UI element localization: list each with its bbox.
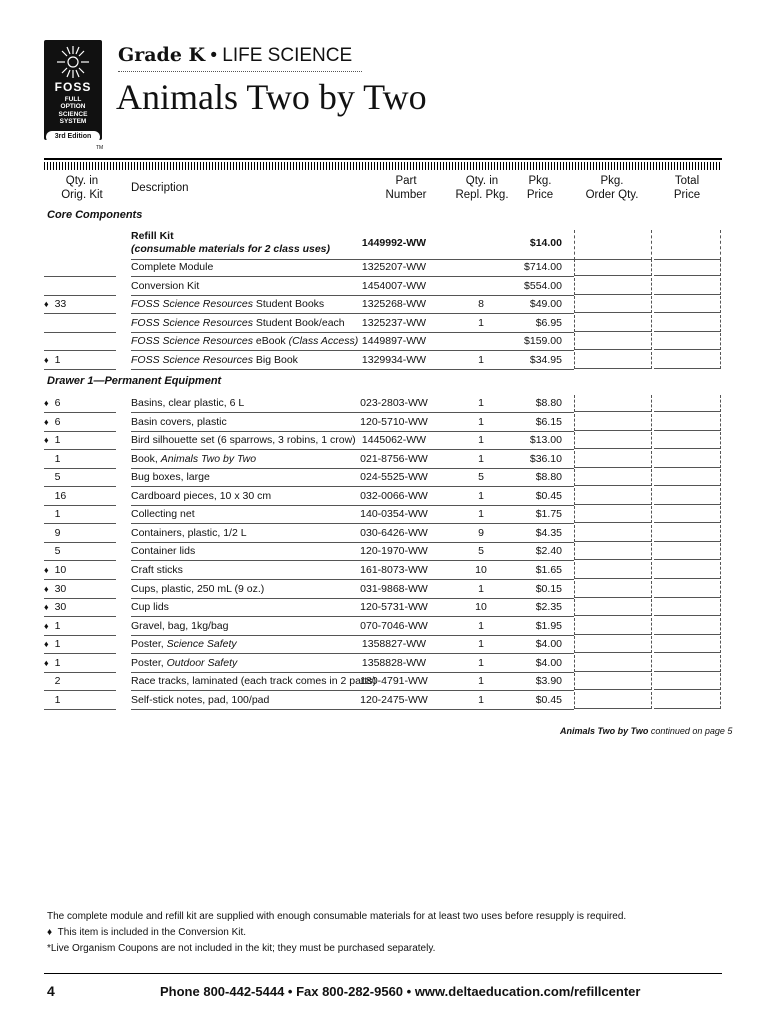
qty-repl-pkg: 1	[478, 656, 484, 669]
qty-orig-kit	[44, 258, 116, 277]
order-qty-cell[interactable]	[574, 230, 652, 260]
diamond-icon: ♦	[44, 602, 49, 613]
pkg-price: $2.35	[535, 601, 562, 614]
total-price-cell[interactable]	[654, 488, 721, 505]
table-row	[44, 413, 722, 431]
qty-orig-kit: 16	[44, 487, 116, 506]
qty-repl-pkg: 1	[478, 489, 484, 502]
total-price-cell[interactable]	[654, 259, 721, 276]
qty-orig-kit	[44, 314, 116, 333]
qty-orig-kit: 5	[44, 468, 116, 487]
table-row	[44, 617, 722, 635]
total-price-cell[interactable]	[654, 296, 721, 313]
refill-kit-row	[44, 230, 722, 260]
diamond-icon: ♦	[44, 435, 49, 446]
table-row	[44, 258, 722, 276]
edition-badge: 3rd Edition	[46, 131, 100, 143]
pkg-price: $34.95	[529, 354, 562, 366]
qty-repl-pkg: 1	[478, 619, 484, 632]
table-row	[44, 332, 722, 350]
total-price-cell[interactable]	[654, 506, 721, 523]
item-description: Craft sticks	[131, 561, 401, 580]
pkg-price: $6.95	[535, 316, 562, 329]
pkg-price: $1.75	[535, 508, 562, 521]
footnote-live-organism: *Live Organism Coupons are not included in the kit; they must be purchased separately.	[47, 943, 436, 954]
part-number: 070-7046-WW	[360, 619, 428, 632]
part-number: 120-2475-WW	[360, 693, 428, 706]
item-description: Bird silhouette set (6 sparrows, 3 robins, 1 crow)	[131, 431, 401, 450]
order-qty-cell[interactable]	[574, 692, 652, 709]
table-row	[44, 561, 722, 579]
qty-orig-kit: ♦ 33	[44, 295, 116, 314]
pkg-price: $6.15	[535, 415, 562, 428]
refill-kit-note: (consumable materials for 2 class uses)	[131, 243, 331, 255]
qty-orig-kit: ♦ 6	[44, 413, 116, 432]
item-description: Basins, clear plastic, 6 L	[131, 394, 401, 413]
item-description: Self-stick notes, pad, 100/pad	[131, 691, 401, 710]
order-qty-cell[interactable]	[574, 278, 652, 295]
order-qty-cell[interactable]	[574, 432, 652, 449]
part-number: 024-5525-WW	[360, 471, 428, 484]
qty-repl-pkg: 1	[478, 415, 484, 428]
total-price-cell[interactable]	[654, 581, 721, 598]
pkg-price: $3.90	[535, 675, 562, 688]
part-number: 1454007-WW	[361, 279, 427, 292]
refill-kit-part: 1449992-WW	[361, 237, 427, 249]
logo-system-text: FULL OPTION SCIENCE SYSTEM	[58, 96, 88, 126]
qty-repl-pkg: 1	[478, 354, 484, 366]
qty-orig-kit: 1	[44, 450, 116, 469]
part-number: 1449897-WW	[361, 335, 427, 348]
part-number: 1325268-WW	[361, 298, 427, 311]
pkg-price: $0.45	[535, 693, 562, 706]
qty-orig-kit	[44, 332, 116, 351]
qty-repl-pkg: 1	[478, 397, 484, 409]
table-row	[44, 295, 722, 313]
item-description: Container lids	[131, 542, 401, 561]
order-qty-cell[interactable]	[574, 259, 652, 276]
table-row	[44, 542, 722, 560]
pkg-price: $0.15	[535, 582, 562, 595]
qty-orig-kit: 5	[44, 542, 116, 561]
item-description: FOSS Science Resources Student Book/each	[131, 314, 401, 333]
total-price-cell[interactable]	[654, 562, 721, 579]
item-description: Book, Animals Two by Two	[131, 450, 401, 469]
diamond-icon: ♦	[44, 355, 49, 365]
item-description: Basin covers, plastic	[131, 413, 401, 432]
table-row	[44, 524, 722, 542]
footer-rule	[44, 973, 722, 974]
qty-repl-pkg: 10	[475, 601, 487, 614]
total-price-cell[interactable]	[654, 618, 721, 635]
part-number: 032-0066-WW	[360, 489, 428, 502]
col-pkg-order-qty: Pkg. Order Qty.	[585, 175, 639, 201]
diamond-icon: ♦	[44, 657, 49, 668]
order-qty-cell[interactable]	[574, 395, 652, 412]
table-row	[44, 394, 722, 412]
diamond-icon: ♦	[44, 398, 49, 408]
total-price-cell[interactable]	[654, 315, 721, 332]
table-row	[44, 450, 722, 468]
order-qty-cell[interactable]	[574, 525, 652, 542]
part-number: 1325237-WW	[361, 316, 427, 329]
order-qty-cell[interactable]	[574, 315, 652, 332]
qty-orig-kit: ♦ 10	[44, 561, 116, 580]
pkg-price: $4.00	[535, 638, 562, 651]
item-description: Collecting net	[131, 505, 401, 524]
part-number: 1329934-WW	[361, 354, 427, 366]
diamond-icon: ♦	[44, 583, 49, 594]
total-price-cell[interactable]	[654, 636, 721, 653]
qty-orig-kit: 2	[44, 672, 116, 691]
table-row	[44, 277, 722, 295]
qty-orig-kit: ♦ 1	[44, 635, 116, 654]
qty-orig-kit: ♦ 1	[44, 351, 116, 370]
continued-note: Animals Two by Two continued on page 5	[560, 726, 733, 736]
qty-repl-pkg: 1	[478, 582, 484, 595]
pkg-price: $1.65	[535, 563, 562, 576]
qty-orig-kit: 9	[44, 524, 116, 543]
order-qty-cell[interactable]	[574, 469, 652, 486]
item-description: FOSS Science Resources Big Book	[131, 351, 401, 370]
qty-repl-pkg: 5	[478, 471, 484, 484]
order-qty-cell[interactable]	[574, 414, 652, 431]
grade-heading: Grade K • LIFE SCIENCE	[118, 44, 353, 66]
total-price-cell[interactable]	[654, 451, 721, 468]
table-row	[44, 431, 722, 449]
qty-repl-pkg: 8	[478, 298, 484, 311]
pkg-price: $36.10	[529, 452, 562, 465]
section-core-components: Core Components	[47, 209, 143, 221]
table-row	[44, 654, 722, 672]
item-description: Poster, Outdoor Safety	[131, 654, 401, 673]
header-rule	[44, 158, 722, 170]
qty-orig-kit: 1	[44, 691, 116, 710]
page-title: Animals Two by Two	[116, 77, 427, 117]
order-qty-cell[interactable]	[574, 296, 652, 313]
total-price-cell[interactable]	[654, 692, 721, 709]
order-qty-cell[interactable]	[574, 599, 652, 616]
item-description: Cup lids	[131, 598, 401, 617]
foss-logo	[44, 40, 102, 140]
part-number: 1445062-WW	[361, 434, 427, 447]
part-number: 1325207-WW	[361, 261, 427, 273]
qty-repl-pkg: 1	[478, 638, 484, 651]
qty-orig-kit: ♦ 1	[44, 617, 116, 636]
total-price-cell[interactable]	[654, 599, 721, 616]
table-row	[44, 672, 722, 690]
part-number: 161-8073-WW	[360, 563, 428, 576]
qty-repl-pkg: 1	[478, 452, 484, 465]
total-price-cell[interactable]	[654, 432, 721, 449]
part-number: 1358828-WW	[361, 656, 427, 669]
table-row	[44, 580, 722, 598]
col-total-price: Total Price	[673, 175, 701, 201]
pkg-price: $4.35	[535, 526, 562, 539]
grade-underline	[118, 71, 362, 72]
part-number: 120-1970-WW	[360, 545, 428, 558]
col-part-number: Part Number	[385, 175, 427, 201]
footnote-conversion-kit: ♦ This item is included in the Conversion Kit.	[47, 927, 247, 938]
qty-orig-kit: 1	[44, 505, 116, 524]
part-number: 030-6426-WW	[360, 526, 428, 539]
order-qty-cell[interactable]	[574, 506, 652, 523]
diamond-icon: ♦	[44, 416, 49, 427]
table-row	[44, 635, 722, 653]
diamond-icon: ♦	[44, 299, 49, 310]
item-description: Cups, plastic, 250 mL (9 oz.)	[131, 580, 401, 599]
total-price-cell[interactable]	[654, 469, 721, 486]
total-price-cell[interactable]	[654, 278, 721, 295]
order-qty-cell[interactable]	[574, 618, 652, 635]
pkg-price: $8.80	[535, 471, 562, 484]
order-qty-cell[interactable]	[574, 488, 652, 505]
total-price-cell[interactable]	[654, 525, 721, 542]
table-row	[44, 314, 722, 332]
page-number: 4	[47, 983, 55, 999]
total-price-cell[interactable]	[654, 352, 721, 369]
pkg-price: $8.80	[535, 397, 562, 409]
pkg-price: $714.00	[524, 261, 562, 273]
item-description: FOSS Science Resources eBook (Class Access)	[131, 332, 401, 351]
total-price-cell[interactable]	[654, 395, 721, 412]
qty-repl-pkg: 1	[478, 508, 484, 521]
pkg-price: $13.00	[529, 434, 562, 447]
refill-kit-price: $14.00	[529, 237, 562, 249]
order-qty-cell[interactable]	[574, 636, 652, 653]
sunburst-icon	[50, 44, 96, 80]
qty-repl-pkg: 1	[478, 434, 484, 447]
col-qty-repl: Qty. in Repl. Pkg.	[455, 175, 509, 201]
item-description: Conversion Kit	[131, 277, 401, 296]
pkg-price: $49.00	[529, 298, 562, 311]
part-number: 140-0354-WW	[360, 508, 428, 521]
pkg-price: $1.95	[535, 619, 562, 632]
item-description: Race tracks, laminated (each track comes in 2 parts)	[131, 672, 401, 691]
part-number: 031-9868-WW	[360, 582, 428, 595]
item-description: FOSS Science Resources Student Books	[131, 295, 401, 314]
total-price-cell[interactable]	[654, 414, 721, 431]
pkg-price: $159.00	[524, 335, 562, 348]
qty-orig-kit: ♦ 30	[44, 580, 116, 599]
table-row	[44, 505, 722, 523]
part-number: 180-4791-WW	[360, 675, 428, 688]
qty-repl-pkg: 1	[478, 316, 484, 329]
qty-repl-pkg: 5	[478, 545, 484, 558]
pkg-price: $554.00	[524, 279, 562, 292]
part-number: 120-5710-WW	[360, 415, 428, 428]
diamond-icon: ♦	[47, 927, 53, 938]
footnote-supply: The complete module and refill kit are supplied with enough consumable materials for at least two uses before resupply is required.	[47, 911, 627, 922]
order-qty-cell[interactable]	[574, 352, 652, 369]
item-description: Poster, Science Safety	[131, 635, 401, 654]
order-qty-cell[interactable]	[574, 673, 652, 690]
table-row	[44, 351, 722, 369]
trademark: TM	[96, 145, 104, 151]
part-number: 1358827-WW	[361, 638, 427, 651]
order-qty-cell[interactable]	[574, 562, 652, 579]
total-price-cell[interactable]	[654, 543, 721, 560]
total-price-cell[interactable]	[654, 333, 721, 350]
footer-contact: Phone 800-442-5444 • Fax 800-282-9560 • www.deltaeducation.com/refillcenter	[160, 984, 641, 999]
qty-orig-kit: ♦ 1	[44, 654, 116, 673]
diamond-icon: ♦	[44, 620, 49, 631]
table-row	[44, 691, 722, 709]
qty-repl-pkg: 9	[478, 526, 484, 539]
section-drawer-1: Drawer 1—Permanent Equipment	[47, 375, 222, 387]
part-number: 021-8756-WW	[360, 452, 428, 465]
part-number: 120-5731-WW	[360, 601, 428, 614]
item-description: Complete Module	[131, 258, 401, 277]
table-row	[44, 487, 722, 505]
pkg-price: $0.45	[535, 489, 562, 502]
order-qty-cell[interactable]	[574, 543, 652, 560]
qty-repl-pkg: 10	[475, 563, 487, 576]
logo-brand: FOSS	[54, 80, 92, 94]
order-qty-cell[interactable]	[574, 333, 652, 350]
total-price-cell[interactable]	[654, 655, 721, 672]
part-number: 023-2803-WW	[360, 397, 428, 409]
order-qty-cell[interactable]	[574, 655, 652, 672]
refill-kit-name: Refill Kit	[131, 230, 174, 242]
item-description: Bug boxes, large	[131, 468, 401, 487]
order-qty-cell[interactable]	[574, 451, 652, 468]
diamond-icon: ♦	[44, 639, 49, 650]
qty-repl-pkg: 1	[478, 675, 484, 688]
qty-repl-pkg: 1	[478, 693, 484, 706]
diamond-icon: ♦	[44, 564, 49, 575]
col-description: Description	[131, 182, 189, 194]
qty-orig-kit: ♦ 30	[44, 598, 116, 617]
order-qty-cell[interactable]	[574, 581, 652, 598]
qty-orig-kit: ♦ 1	[44, 431, 116, 450]
pkg-price: $2.40	[535, 545, 562, 558]
col-pkg-price: Pkg. Price	[526, 175, 554, 201]
item-description: Cardboard pieces, 10 x 30 cm	[131, 487, 401, 506]
item-description: Containers, plastic, 1/2 L	[131, 524, 401, 543]
table-row	[44, 598, 722, 616]
qty-orig-kit: ♦ 6	[44, 394, 116, 413]
total-price-cell[interactable]	[654, 230, 721, 260]
col-qty-orig: Qty. in Orig. Kit	[61, 175, 103, 201]
pkg-price: $4.00	[535, 656, 562, 669]
total-price-cell[interactable]	[654, 673, 721, 690]
qty-orig-kit	[44, 277, 116, 296]
table-row	[44, 468, 722, 486]
item-description: Gravel, bag, 1kg/bag	[131, 617, 401, 636]
